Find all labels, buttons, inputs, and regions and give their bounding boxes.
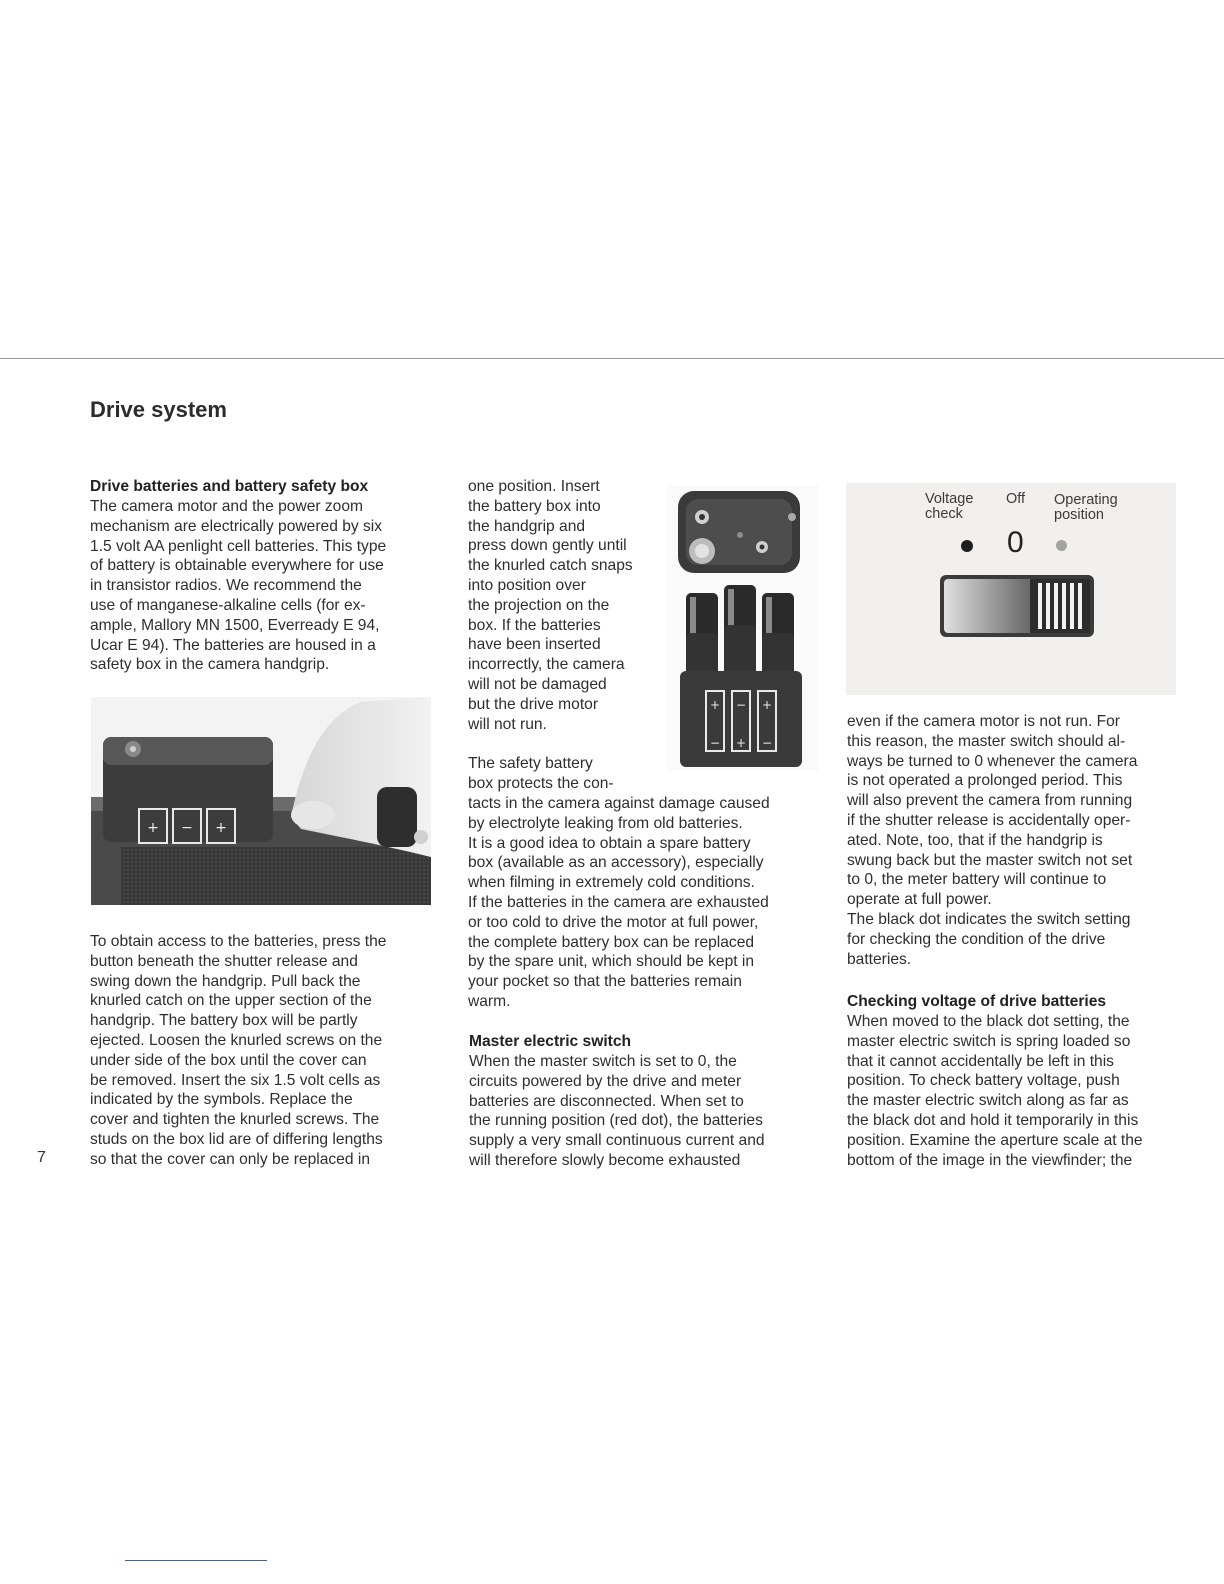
voltage-check-dot (961, 540, 973, 552)
svg-text:+: + (761, 698, 773, 712)
section-heading-checking-voltage: Checking voltage of drive batteries (847, 993, 1107, 1010)
master-switch-photo (846, 483, 1176, 695)
svg-text:−: − (735, 698, 747, 712)
svg-text:−: − (761, 736, 773, 750)
col2-paragraph-1: one position. Insert the battery box into the handgrip and press down gently until the knurled catch snaps into position over the projection on the box. If the batteries have been inserted incorrectly, the camera will not be damaged but the drive motor will not run. (468, 478, 633, 733)
voltage-check-label: Voltage check (925, 491, 974, 522)
bottom-rule (125, 1560, 267, 1561)
handgrip-illustration (91, 697, 431, 905)
page-title: Drive system (90, 397, 227, 422)
col1-paragraph-1: The camera motor and the power zoom mechanism are electrically powered by six 1.5 volt AA penlight cell batteries. This type of battery is obtainable everywhere for use in transistor radios. We recommend the use of manganese-alkaline cells (for ex- ample, Mallory MN 1500, Everready E 94, Ucar E 94). The batteries are housed in a safety box in the camera handgrip. (90, 498, 387, 674)
section-heading-drive-batteries: Drive batteries and battery safety box (90, 478, 369, 495)
off-symbol: 0 (1007, 526, 1024, 559)
col2-paragraph-2b: tacts in the camera against damage caused by electrolyte leaking from old batteries. It is a good idea to obtain a spare battery box (available as an accessory), especially when filming in extremely cold conditions. If the batteries in the camera are exhausted or too cold to drive the motor at full power, the complete battery box can be replaced by the spare unit, which should be kept in your pocket so that the batteries remain warm. (468, 795, 770, 1010)
handgrip-battery-photo (91, 697, 431, 905)
col1-paragraph-2: To obtain access to the batteries, press the button beneath the shutter release and swing down the handgrip. Pull back the knurled catch on the upper section of the handgrip. The battery box will be partly ejected. Loosen the knurled screws on the under side of the box until the cover can be removed. Insert the six 1.5 volt cells as indicated by the symbols. Replace the cover and tighten the knurled screws. The studs on the box lid are of differing lengths so that the cover can only be replaced in (90, 933, 387, 1168)
master-switch-slider (938, 573, 1098, 639)
svg-text:−: − (709, 736, 721, 750)
section-heading-master-switch: Master electric switch (469, 1033, 632, 1050)
svg-text:+: + (215, 820, 227, 836)
battery-box-illustration (666, 485, 818, 771)
page-number: 7 (37, 1149, 46, 1166)
svg-text:−: − (181, 820, 193, 836)
svg-text:+: + (709, 698, 721, 712)
battery-box-photo (666, 485, 818, 771)
col3-paragraph-2: When moved to the black dot setting, the master electric switch is spring loaded so that it cannot accidentally be left in this position. To check battery voltage, push the master electric switch along as far as the black dot and hold it temporarily in this position. Examine the aperture scale at the bottom of the image in the viewfinder; the (847, 1013, 1143, 1169)
off-label: Off (1006, 491, 1026, 507)
col2-paragraph-2a: The safety battery box protects the con- (468, 755, 614, 792)
svg-text:+: + (147, 820, 159, 836)
top-rule (0, 358, 1224, 359)
operating-position-label: Operating position (1054, 492, 1118, 523)
operating-position-dot (1056, 540, 1067, 551)
col2-paragraph-3: When the master switch is set to 0, the circuits powered by the drive and meter batteries are disconnected. When set to the running position (red dot), the batteries supply a very small continuous current and will therefore slowly become exhausted (469, 1053, 765, 1169)
svg-text:+: + (735, 736, 747, 750)
col3-paragraph-1: even if the camera motor is not run. For this reason, the master switch should al- ways be turned to 0 whenever the camera is not operated a prolonged period. This will also prevent the camera from running if the shutter release is accidentally oper- ated. Note, too, that if the handgrip is swung back but the master switch not set to 0, the meter battery will continue to operate at full power. The black dot indicates the switch setting for checking the condition of the drive batteries. (847, 713, 1138, 968)
